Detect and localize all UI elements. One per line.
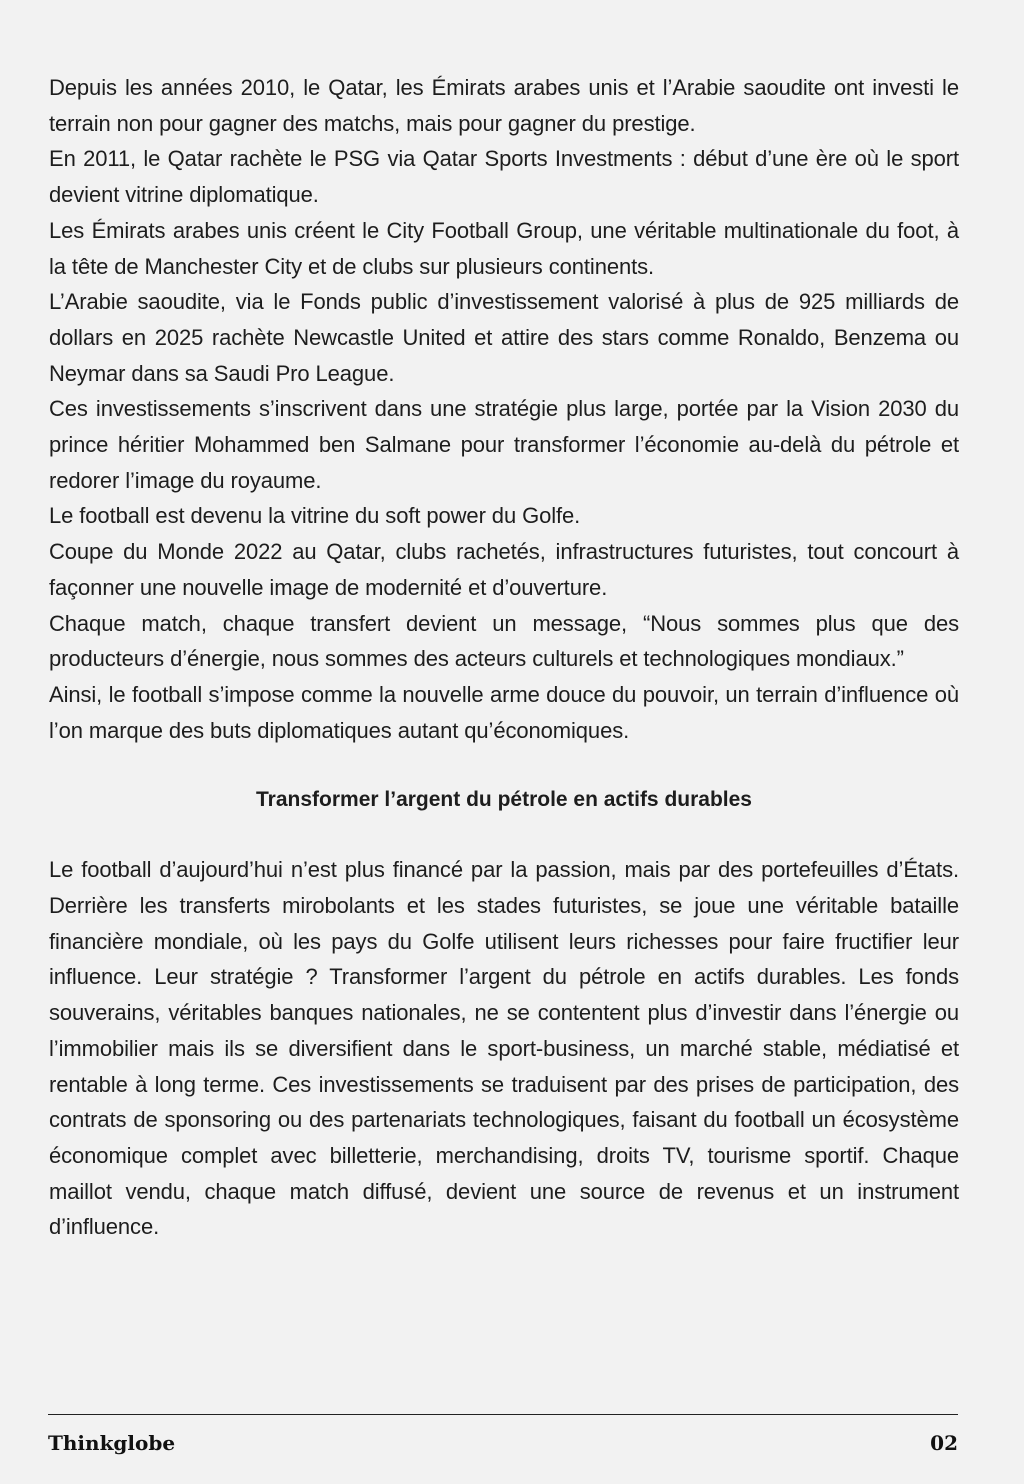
page-number: 02 — [930, 1431, 958, 1455]
page-footer — [48, 1414, 958, 1455]
intro-paragraph: En 2011, le Qatar rachète le PSG via Qatar Sports Investments : début d’une ère où le sport devient vitrine diplomatique. — [49, 146, 959, 208]
intro-paragraph: Ces investissements s’inscrivent dans une stratégie plus large, portée par la Vision 2030 du prince héritier Mohammed ben Salmane pour transformer l’économie au-delà du pétrole et redorer l’image du royaume. — [49, 396, 959, 493]
intro-paragraph: Le football est devenu la vitrine du soft power du Golfe. — [49, 503, 581, 529]
section-body-paragraph: Le football d’aujourd’hui n’est plus financé par la passion, mais par des portefeuilles d’États. Derrière les transferts mirobolants et les stades futuristes, se joue une véritable bataille financière mondiale, où les pays du Golfe utilisent leurs richesses pour faire fructifier leur influence. Leur stratégie ? Transformer l’argent du pétrole en actifs durables. Les fonds souverains, véritables banques nationales, ne se contentent plus d’investir dans l’énergie ou l’immobilier mais ils se diversifient dans le sport-business, un marché stable, médiatisé et rentable à long terme. Ces investissements se traduisent par des prises de participation, des contrats de sponsoring ou des partenariats technologiques, faisant du football un écosystème économique complet avec billetterie, merchandising, droits TV, tourisme sportif. Chaque maillot vendu, chaque match diffusé, devient une source de revenus et un instrument d’influence. — [49, 857, 959, 1240]
intro-paragraph: Coupe du Monde 2022 au Qatar, clubs rachetés, infrastructures futuristes, tout concourt à façonner une nouvelle image de modernité et d’ouverture. — [49, 539, 959, 600]
intro-paragraph: Les Émirats arabes unis créent le City Football Group, une véritable multinationale du foot, à la tête de Manchester City et de clubs sur plusieurs continents. — [49, 217, 959, 279]
intro-section — [49, 70, 959, 748]
intro-paragraph: Depuis les années 2010, le Qatar, les Émirats arabes unis et l’Arabie saoudite ont investi le terrain non pour gagner des matchs, mais pour gagner du prestige. — [49, 75, 959, 136]
intro-paragraph: Chaque match, chaque transfert devient un message, “Nous sommes plus que des producteurs d’énergie, nous sommes des acteurs culturels et technologiques mondiaux.” — [49, 610, 959, 672]
intro-paragraph: Ainsi, le football s’impose comme la nouvelle arme douce du pouvoir, un terrain d’influence où l’on marque des buts diplomatiques autant qu’économiques. — [49, 681, 959, 743]
article-page — [49, 70, 959, 1245]
brand-name: Thinkglobe — [48, 1431, 176, 1455]
section-heading: Transformer l’argent du pétrole en actifs durables — [256, 788, 752, 812]
intro-paragraph: L’Arabie saoudite, via le Fonds public d’investissement valorisé à plus de 925 milliards de dollars en 2025 rachète Newcastle United et attire des stars comme Ronaldo, Benzema ou Neymar dans sa Saudi Pro League. — [49, 289, 959, 386]
